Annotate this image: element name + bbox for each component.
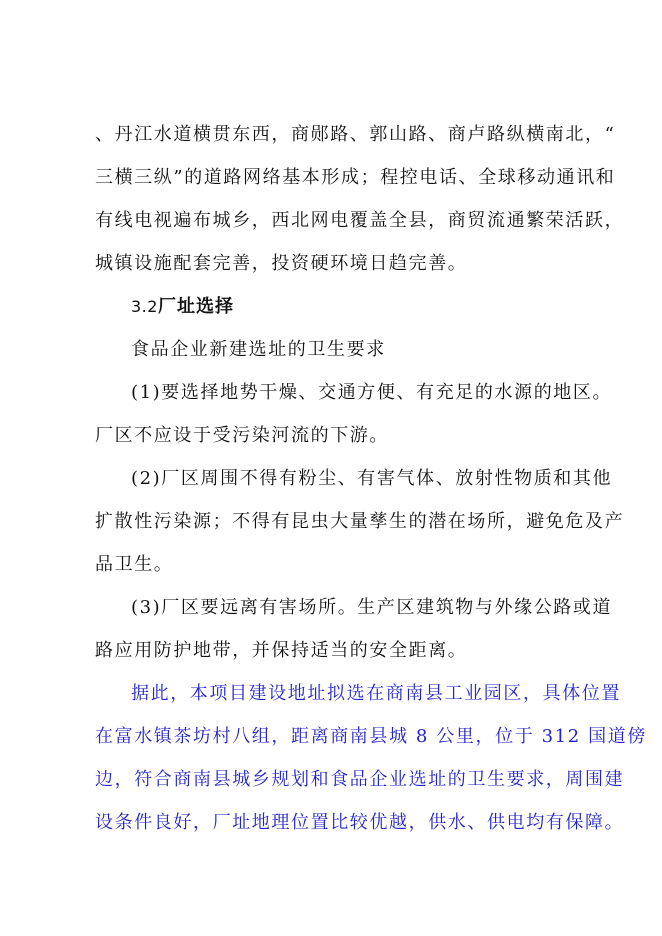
section-heading xyxy=(131,296,234,318)
conclusion-line-3: 边，符合商南县城乡规划和食品企业选址的卫生要求，周围建 xyxy=(95,769,625,790)
intro-line-3: 有线电视遍布城乡，西北网电覆盖全县，商贸流通繁荣活跃， xyxy=(95,210,625,231)
requirement-2-line-1: (2)厂区周围不得有粉尘、有害气体、放射性物质和其他 xyxy=(131,468,613,489)
requirement-3-line-2: 路应用防护地带，并保持适当的安全距离。 xyxy=(95,640,468,661)
requirement-2-line-3: 品卫生。 xyxy=(95,554,174,575)
section-title: 厂址选择 xyxy=(157,296,234,317)
requirement-1-line-1: (1)要选择地势干燥、交通方便、有充足的水源的地区。 xyxy=(131,382,613,403)
requirement-1-line-2: 厂区不应设于受污染河流的下游。 xyxy=(95,425,389,446)
conclusion-line-1: 据此，本项目建设地址拟选在商南县工业园区，具体位置 xyxy=(131,683,621,704)
conclusion-line-4: 设条件良好，厂址地理位置比较优越，供水、供电均有保障。 xyxy=(95,812,625,833)
subheading: 食品企业新建选址的卫生要求 xyxy=(131,339,386,360)
requirement-3-line-1: (3)厂区要远离有害场所。生产区建筑物与外缘公路或道 xyxy=(131,597,613,618)
intro-line-4: 城镇设施配套完善，投资硬环境日趋完善。 xyxy=(95,253,468,274)
section-number: 3.2 xyxy=(131,297,158,316)
intro-line-2: 三横三纵”的道路网络基本形成；程控电话、全球移动通讯和 xyxy=(95,167,616,188)
intro-line-1: 、丹江水道横贯东西，商郧路、郭山路、商卢路纵横南北，“ xyxy=(95,124,616,145)
conclusion-line-2: 在富水镇茶坊村八组，距离商南县城 8 公里，位于 312 国道傍 xyxy=(95,726,647,747)
requirement-2-line-2: 扩散性污染源；不得有昆虫大量孳生的潜在场所，避免危及产 xyxy=(95,511,625,532)
